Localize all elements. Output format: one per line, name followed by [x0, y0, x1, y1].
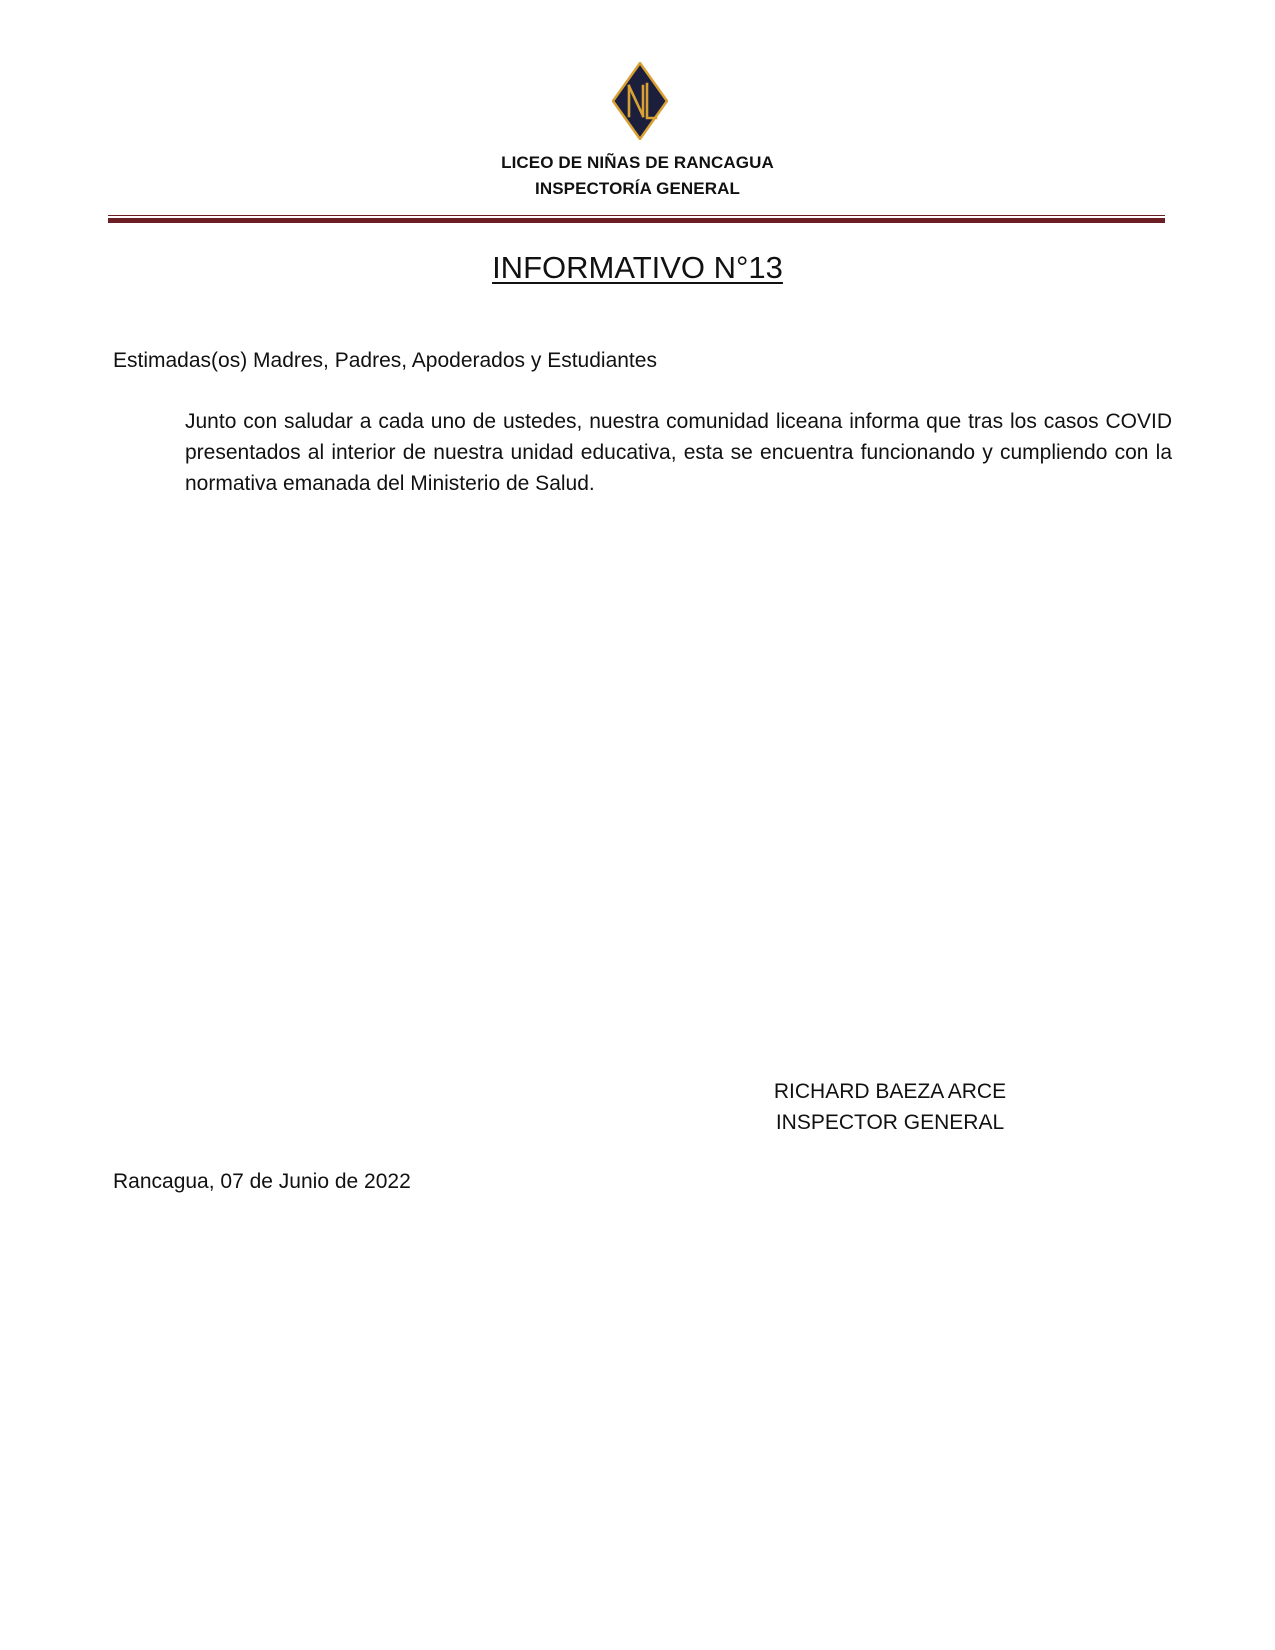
document-title: INFORMATIVO N°13	[492, 250, 783, 285]
signatory-position: INSPECTOR GENERAL	[775, 1111, 1005, 1134]
body-paragraph: Junto con saludar a cada uno de ustedes, nuestra comunidad liceana informa que tras los casos COVID presentados al interior de nuestra unidad educativa, esta se encuentra funcionando y cumpliendo con la normativa emanada del Ministerio de Salud.	[185, 410, 1172, 495]
signature-block	[760, 1076, 1020, 1138]
school-name: LICEO DE NIÑAS DE RANCAGUA	[501, 153, 774, 172]
school-logo	[612, 62, 668, 140]
department-name: INSPECTORÍA GENERAL	[535, 179, 740, 198]
salutation: Estimadas(os) Madres, Padres, Apoderados y Estudiantes	[113, 349, 657, 372]
place-date: Rancagua, 07 de Junio de 2022	[113, 1170, 411, 1193]
divider-thick-line	[108, 218, 1165, 223]
header-divider	[108, 215, 1165, 224]
divider-thin-line	[108, 215, 1165, 216]
school-header	[0, 150, 1275, 202]
signatory-name: RICHARD BAEZA ARCE	[773, 1080, 1007, 1103]
